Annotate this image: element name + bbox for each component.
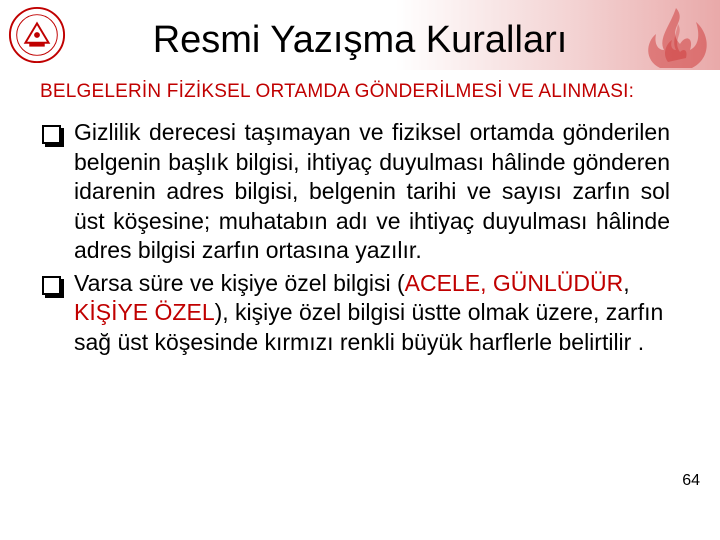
bullet-text-part: ), kişiye özel bilgisi üstte olmak üzere, zarfın sağ üst köşesinde kırmızı renkli büyük harflerle belirtilir . (74, 299, 664, 355)
checkbox-bullet-icon (42, 125, 61, 144)
highlight-kisiye-ozel: KİŞİYE ÖZEL (74, 299, 215, 325)
list-item (38, 118, 670, 266)
page-title: Resmi Yazışma Kuralları (152, 19, 568, 61)
bullet-list (38, 118, 670, 357)
list-item (38, 269, 670, 358)
section-subtitle: BELGELERİN FİZİKSEL ORTAMDA GÖNDERİLMESİ VE ALINMASI: (40, 81, 635, 102)
highlight-gunludur: GÜNLÜDÜR (492, 269, 624, 296)
bullet-text-part: , (623, 269, 630, 296)
highlight-acele: ACELE, (404, 269, 487, 296)
page-number: 64 (682, 472, 700, 489)
bullet-text: Gizlilik derecesi taşımayan ve fiziksel ortamda gönderilen belgenin başlık bilgisi, ihtiyaç duyulması hâlinde gönderen idarenin adres bilgisi, belgenin tarihi ve sayısı zarfın sol üst köşesine; muhatabın adı ve ihtiyaç duyulması hâlinde adres bilgisi zarfın ortasına yazılır. (74, 119, 670, 263)
bullet-text-part: Varsa süre ve kişiye özel bilgisi ( (74, 269, 405, 296)
checkbox-bullet-icon (42, 276, 61, 295)
